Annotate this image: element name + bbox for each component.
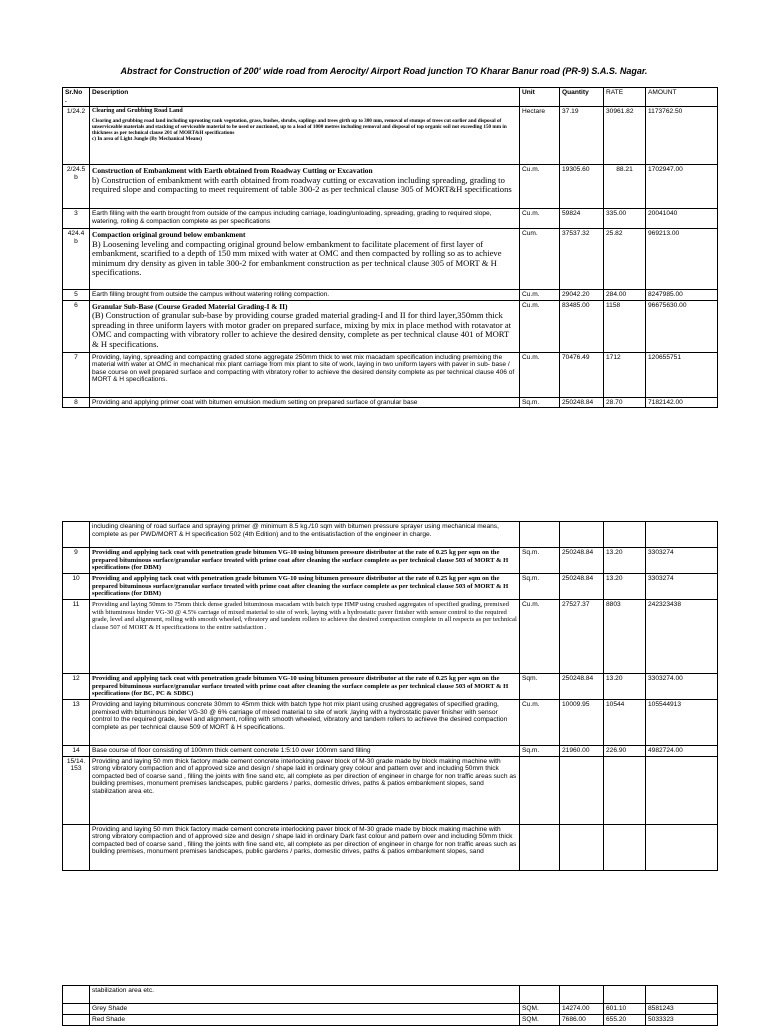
cell-quantity: 10009.95	[560, 700, 604, 746]
item-text: B) Loosening leveling and compacting original ground below embankment to facilitate placement of first layer of embankment, scarified to a depth of 150 mm mixed with water at OMC and then compacted by rolling so as to achieve minimum dry density as given in table 300-2 for embankment construction as per technical clause 305 of MORT & H specifications.	[92, 238, 502, 278]
cell-srno: 3	[63, 209, 90, 229]
cell-amount	[646, 522, 718, 548]
cell-unit	[520, 756, 560, 824]
table-row	[63, 352, 718, 397]
header-unit: Unit	[520, 88, 560, 107]
table-row	[63, 824, 718, 870]
cell-unit: SQM.	[520, 1004, 560, 1015]
table-row	[63, 165, 718, 209]
cell-rate: 30961.82	[604, 107, 646, 165]
abstract-table-page2	[62, 521, 718, 871]
cell-unit: Cu.m.	[520, 300, 560, 352]
cell-unit: Cu.m.	[520, 600, 560, 674]
cell-unit: Cu.m.	[520, 352, 560, 397]
cell-amount: 20041040	[646, 209, 718, 229]
cell-rate: 10544	[604, 700, 646, 746]
item-heading: Construction of Embankment with Earth obtained from Roadway Cutting or Excavation	[92, 166, 373, 175]
cell-quantity	[560, 986, 604, 1004]
cell-quantity: 37537.32	[560, 229, 604, 290]
cell-amount: 969213.00	[646, 229, 718, 290]
cell-amount: 8247985.00	[646, 290, 718, 301]
cell-amount: 3303274.00	[646, 674, 718, 700]
cell-rate: 1158	[604, 300, 646, 352]
cell-unit: Sq.m.	[520, 574, 560, 600]
cell-srno	[63, 522, 90, 548]
cell-amount: 96675630.00	[646, 300, 718, 352]
cell-rate: 28.70	[604, 397, 646, 408]
cell-unit	[520, 824, 560, 870]
cell-amount	[646, 986, 718, 1004]
cell-srno: 7	[63, 352, 90, 397]
item-text: b) Construction of embankment with earth obtained from roadway cutting or excavation including spreading, grading to required slope and compacting to meet requirement of table 300-2 as per technical clause 305 of MORT&H specifications	[92, 174, 512, 195]
cell-amount: 105544913	[646, 700, 718, 746]
cell-description: Providing and applying tack coat with penetration grade bitumen VG-10 using bitumen pressure distributor at the rate of 0.25 kg per sqm on the prepared bituminous surface/granular surface treated with prime coat after cleaning the surface complete as per technical clause 503 of MORT & H specifications (for DBM)	[90, 574, 520, 600]
cell-description	[90, 107, 520, 165]
cell-rate	[604, 522, 646, 548]
cell-description: Providing, laying, spreading and compacting graded stone aggregate 250mm thick to wet mix macadam specification including premixing the material with water at OMC in mechanical mix plant carriage from mix plant to site of work, laying in two uniform layers with paver in sub- base / base course on well prepared surface and compacting with vibratory roller to achieve the desired density complete as per technical clause 406 of MORT & H specifications.	[90, 352, 520, 397]
cell-quantity	[560, 756, 604, 824]
header-description: Description	[90, 88, 520, 107]
item-text: Clearing and grubbing road land including uprooting rank vegetation, grass, bushes, shrubs, saplings and trees girth up to 300 mm, removal of stumps of trees cut earlier and disposal of unserviceable materials and stacking of serviceable material to be used or auctioned, up to a lead of 1000 metres including removal and disposal of top organic soil not exceeding 150 mm in thickness as per technical clause 201 of MORT&H specifications	[92, 118, 507, 137]
cell-amount: 8581243	[646, 1004, 718, 1015]
cell-amount: 1173762.50	[646, 107, 718, 165]
cell-srno: 14	[63, 746, 90, 757]
cell-srno: 424.4 b	[63, 229, 90, 290]
table-row	[63, 986, 718, 1004]
cell-srno: 12	[63, 674, 90, 700]
cell-rate: 13.20	[604, 574, 646, 600]
table-row	[63, 700, 718, 746]
table-row	[63, 674, 718, 700]
cell-description: Providing and laying 50 mm thick factory made cement concrete interlocking paver block of M-30 grade made by block making machine with strong vibratory compaction and of approved size and design / shape laid in ordinary Dark fast colour and pattern over and including 50mm thick compacted bed of coarse sand , filling the joints with fine sand etc, all complete as per direction of engineer in charge for non traffic areas such as building premises, monument premises landscapes, public gardens / parks, domestic drives, paths & patios embankment slopes, sand	[90, 824, 520, 870]
cell-amount: 4982724.00	[646, 746, 718, 757]
cell-unit: Hectare	[520, 107, 560, 165]
cell-rate: 88.21	[604, 165, 646, 209]
cell-rate: 1712	[604, 352, 646, 397]
cell-rate: 226.90	[604, 746, 646, 757]
cell-rate: 25.82	[604, 229, 646, 290]
cell-unit: Cu.m.	[520, 290, 560, 301]
table-row	[63, 107, 718, 165]
cell-quantity: 250248.84	[560, 574, 604, 600]
table-row	[63, 522, 718, 548]
cell-unit: Sq.m.	[520, 746, 560, 757]
table-row	[63, 290, 718, 301]
cell-description: Providing and laying 50 mm thick factory made cement concrete interlocking paver block of M-30 grade made by block making machine with strong vibratory compaction and of approved size and design / shape laid in ordinary grey colour and pattern over and including 50mm thick compacted bed of coarse sand , filling the joints with fine sand etc, all complete as per direction of engineer in charge for non traffic areas such as building premises, monument premises landscapes, public gardens / parks, domestic drives, paths & patios embankment slopes, sand stabilization area etc.	[90, 756, 520, 824]
table-row	[63, 209, 718, 229]
cell-amount	[646, 824, 718, 870]
cell-rate: 335.00	[604, 209, 646, 229]
cell-unit	[520, 522, 560, 548]
item-heading: Compaction original ground below embankment	[92, 230, 246, 239]
cell-amount: 242323438	[646, 600, 718, 674]
abstract-table-page1	[62, 87, 718, 408]
table-row	[63, 1004, 718, 1015]
cell-quantity: 83485.00	[560, 300, 604, 352]
cell-unit: Sq.m.	[520, 397, 560, 408]
cell-amount: 5033323	[646, 1015, 718, 1026]
table-row	[63, 300, 718, 352]
cell-description: Earth filling brought from outside the campus without watering rolling compaction.	[90, 290, 520, 301]
item-text: (B) Construction of granular sub-base by providing course graded material grading-I and II for third layer,350mm thick spreading in three uniform layers with motor grader on prepared surface, mixing by mix in place method with rotavator at OMC and compacting with vibratory roller to achieve the desired density, complete as per technical clause 401 of MORT & H specifications.	[92, 310, 512, 349]
cell-rate	[604, 756, 646, 824]
cell-description: Earth filling with the earth brought from outside of the campus including carriage, loading/unloading, spreading, grading to required slope, watering, rolling & compaction complete as per specifications	[90, 209, 520, 229]
cell-rate: 601.10	[604, 1004, 646, 1015]
cell-quantity: 37.19	[560, 107, 604, 165]
cell-quantity	[560, 824, 604, 870]
item-heading: Clearing and Grubbing Road Land	[92, 108, 183, 114]
cell-unit	[520, 986, 560, 1004]
cell-amount: 120655751	[646, 352, 718, 397]
cell-amount: 3303274	[646, 574, 718, 600]
cell-description: Providing and applying primer coat with bitumen emulsion medium setting on prepared surface of granular base	[90, 397, 520, 408]
cell-srno: 10	[63, 574, 90, 600]
cell-rate	[604, 824, 646, 870]
cell-quantity: 250248.84	[560, 548, 604, 574]
cell-unit: Sqm.	[520, 674, 560, 700]
cell-amount: 1702947.00	[646, 165, 718, 209]
cell-quantity: 250248.84	[560, 397, 604, 408]
cell-unit: Sq.m.	[520, 548, 560, 574]
cell-srno	[63, 1004, 90, 1015]
cell-description: Base course of floor consisting of 100mm thick cement concrete 1:5:10 over 100mm sand filling	[90, 746, 520, 757]
cell-quantity: 21960.00	[560, 746, 604, 757]
cell-unit: Cu.m.	[520, 165, 560, 209]
table-row	[63, 397, 718, 408]
cell-description: including cleaning of road surface and spraying primer @ minimum 8.5 kg./10 sqm with bitumen pressure sprayer using mechanical means, complete as per PWD/MORT & H specification 502 (4th Edition) and to the entisatisfaction of the engineer in charge.	[90, 522, 520, 548]
cell-amount: 3303274	[646, 548, 718, 574]
item-subtext: c) In area of Light Jungle (By Mechanical Means)	[92, 136, 202, 143]
cell-rate: 655.20	[604, 1015, 646, 1026]
cell-rate: 13.20	[604, 548, 646, 574]
document-title: Abstract for Construction of 200' wide road from Aerocity/ Airport Road junction TO Kharar Banur road (PR-9) S.A.S. Nagar.	[120, 66, 648, 76]
cell-srno: 11	[63, 600, 90, 674]
cell-description: Providing and laying bituminous concrete 30mm to 45mm thick with batch type hot mix plant using crushed aggregates of specified grading, premixed with bituminous binder VG-30 @ 6% carriage of mixed material to site of work ,laying with a hydrostatic paver finisher with sensor control to the required grade, level and alignment, rolling with smooth wheeled, vibratory and tandem rollers to achieve the desired compaction complete as per technical clause 509 of MORT & H specifications.	[90, 700, 520, 746]
cell-srno: 8	[63, 397, 90, 408]
cell-srno: 2/24.5 b	[63, 165, 90, 209]
cell-srno: 1/24.2	[63, 107, 90, 165]
table-row	[63, 574, 718, 600]
cell-amount: 7182142.00	[646, 397, 718, 408]
cell-quantity: 27527.37	[560, 600, 604, 674]
cell-srno: 5	[63, 290, 90, 301]
cell-description: Grey Shade	[90, 1004, 520, 1015]
cell-quantity: 14274.00	[560, 1004, 604, 1015]
cell-description	[90, 300, 520, 352]
cell-srno	[63, 824, 90, 870]
header-srno: Sr.No .	[63, 88, 90, 107]
cell-srno: 6	[63, 300, 90, 352]
cell-unit: Cum.	[520, 229, 560, 290]
cell-quantity: 70476.49	[560, 352, 604, 397]
item-heading: Granular Sub-Base (Course Graded Material Grading-I & II)	[92, 301, 288, 311]
cell-quantity	[560, 522, 604, 548]
header-quantity: Quantity	[560, 88, 604, 107]
cell-description: stabilization area etc.	[90, 986, 520, 1004]
cell-amount	[646, 756, 718, 824]
table-header-row	[63, 88, 718, 107]
cell-description	[90, 165, 520, 209]
cell-srno: 13	[63, 700, 90, 746]
cell-rate: 13.20	[604, 674, 646, 700]
header-rate: RATE	[604, 88, 646, 107]
cell-description	[90, 229, 520, 290]
cell-quantity: 59824	[560, 209, 604, 229]
cell-description: Red Shade	[90, 1015, 520, 1026]
cell-quantity: 29042.20	[560, 290, 604, 301]
cell-quantity: 19305.60	[560, 165, 604, 209]
cell-description: Providing and laying 50mm to 75mm thick dense graded bituminous macadam with batch type HMP using crushed aggregates of specified grading, premixed with bituminous binder VG-30 @ 4.5% carriage of mixed material to site of work, laying with a hydrostatic paver finisher with sensor control to the required grade, level and alignment, rolling with smooth wheeled, vibratory and tandem rollers to achieve the desired compaction complete in all respects as per technical clause 507 of MORT & H specifications to the entire satisfaction .	[90, 600, 520, 674]
table-row	[63, 548, 718, 574]
cell-quantity: 250248.84	[560, 674, 604, 700]
table-row	[63, 600, 718, 674]
cell-rate	[604, 986, 646, 1004]
abstract-table-page3	[62, 985, 718, 1026]
cell-srno: 15/14. 153	[63, 756, 90, 824]
cell-srno: 9	[63, 548, 90, 574]
table-row	[63, 756, 718, 824]
cell-rate: 284.00	[604, 290, 646, 301]
cell-srno	[63, 986, 90, 1004]
cell-description: Providing and applying tack coat with penetration grade bitumen VG-10 using bitumen pressure distributor at the rate of 0.25 kg per sqm on the prepared bituminous surface/granular surface treated with prime coat after cleaning the surface complete as per technical clause 503 of MORT & H specifications (for DBM)	[90, 548, 520, 574]
cell-description: Providing and applying tack coat with penetration grade bitumen VG-10 using bitumen pressure distributor at the rate of 0.25 kg per sqm on the prepared bituminous surface/granular surface treated with prime coat after cleaning the surface complete as per technical clause 503 of MORT & H specifications (for BC, PC & SDBC)	[90, 674, 520, 700]
cell-unit: Cu.m.	[520, 209, 560, 229]
cell-rate: 8803	[604, 600, 646, 674]
table-row	[63, 229, 718, 290]
cell-unit: Cu.m.	[520, 700, 560, 746]
header-amount: AMOUNT	[646, 88, 718, 107]
cell-quantity: 7686.00	[560, 1015, 604, 1026]
cell-unit: SQM.	[520, 1015, 560, 1026]
table-row	[63, 746, 718, 757]
